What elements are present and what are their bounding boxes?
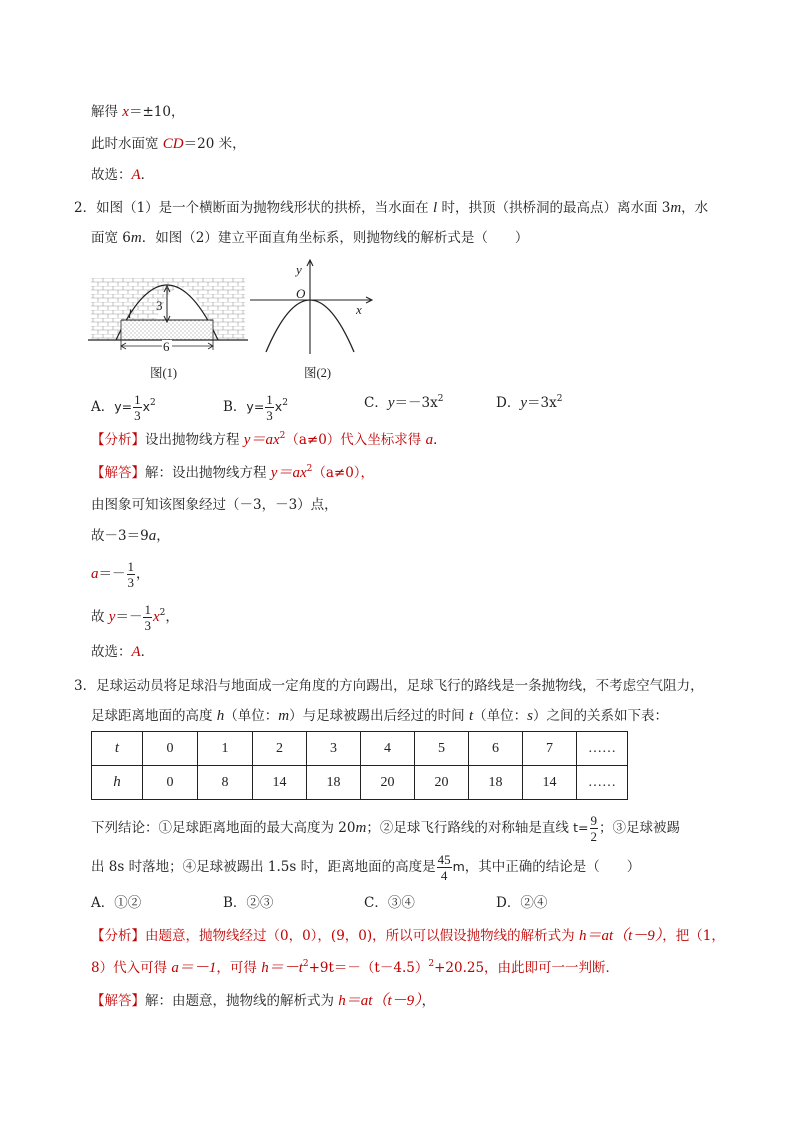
q2-stem-line2: 面宽 6m．如图（2）建立平面直角坐标系，则抛物线的解析式是（ ）	[91, 230, 529, 246]
q3-option-b: B．②③	[223, 895, 274, 911]
q2-number: 2．	[74, 200, 97, 216]
q3-solution-line1: 【解答】解：由题意，抛物线的解析式为 h＝at（t－9），	[91, 993, 436, 1009]
water-label: l	[128, 306, 132, 321]
table-cell: 5	[415, 732, 469, 766]
table-cell: 2	[253, 732, 307, 766]
q2-solution-line1: 【解答】解：设出抛物线方程 $y=ax^2(a\ne 0)$，	[91, 464, 375, 481]
q2-option-d: D．$y=3x^2$	[496, 394, 563, 411]
q3-option-c: C．③④	[364, 895, 415, 911]
q3-number: 3．	[74, 678, 97, 694]
solution-tag: 【解答】	[91, 465, 145, 481]
fraction: $\frac{1}{3}$	[266, 392, 273, 423]
table-cell: 4	[361, 732, 415, 766]
origin-label: O	[296, 286, 306, 301]
table-cell: 1	[198, 732, 253, 766]
y-axis-label: y	[296, 262, 302, 277]
q2-solution-line3: 故－3＝9a，	[91, 528, 170, 544]
table-cell: 20	[361, 766, 415, 800]
table-row	[92, 732, 628, 766]
table-cell: 18	[469, 766, 523, 800]
q2-solution-line5: 故 y＝－ $\frac{1}{3}$ $x^2$，	[91, 602, 179, 633]
table-cell: ……	[577, 766, 628, 800]
q2-option-a: A．y= $\frac{1}{3}$ $x^2$	[91, 392, 156, 423]
table-cell: 7	[523, 732, 577, 766]
figure2-caption: 图(2)	[304, 366, 332, 380]
figure1-caption: 图(1)	[150, 366, 178, 380]
q2-stem-line1: 2．如图（1）是一个横断面为抛物线形状的拱桥，当水面在 l 时，拱顶（拱桥洞的最高点）离水面 3m，水	[74, 200, 709, 216]
table-cell: 14	[253, 766, 307, 800]
x-axis-label: x	[356, 302, 362, 317]
solution-tag: 【解答】	[91, 993, 145, 1009]
parabola-graph	[248, 258, 378, 356]
table-cell: 0	[143, 732, 198, 766]
q2-solution-line2: 由图象可知该图象经过（－3，－3）点，	[91, 497, 338, 513]
q3-analysis-line2: 8）代入可得 a＝－1，可得 $h=-t^2+9t=-(t-4.5)^2+20.25$，由此即可一一判断．	[91, 959, 620, 976]
q3-option-d: D．②④	[496, 895, 548, 911]
q2-option-c: C．$y=-3x^2$	[364, 394, 444, 411]
table-cell: 8	[198, 766, 253, 800]
analysis-tag: 【分析】	[91, 928, 145, 944]
bridge-figure	[88, 270, 248, 355]
q2-option-b: B．y= $\frac{1}{3}$ $x^2$	[223, 392, 288, 423]
q2-solution-line4: a＝－ $\frac{1}{3}$ ，	[91, 559, 150, 590]
table-cell: 0	[143, 766, 198, 800]
prev-width-line: 此时水面宽 CD＝20 米，	[91, 136, 246, 152]
time-height-table	[91, 731, 628, 800]
q2-answer-line: 故选：A．	[91, 644, 155, 660]
q3-option-a: A．①②	[91, 895, 142, 911]
q3-analysis-line1: 【分析】由题意，抛物线经过（0，0），(9，0)，所以可以假设抛物线的解析式为 h＝at（t－9），把（1，	[91, 928, 725, 944]
table-cell: 3	[307, 732, 361, 766]
q3-stem-line2: 足球距离地面的高度 h（单位：m）与足球被踢出后经过的时间 t（单位：s）之间的关系如下表：	[91, 708, 668, 724]
table-cell: 6	[469, 732, 523, 766]
q3-conclusion-line2: 出 8s 时落地；④足球被踢出 1.5s 时，距离地面的高度是 $\frac{45}{4}$ m，其中正确的结论是（ ）	[91, 852, 641, 883]
table-row	[92, 766, 628, 800]
table-cell: 18	[307, 766, 361, 800]
fraction: $\frac{9}{2}$	[590, 813, 597, 844]
fraction: $\frac{1}{3}$	[127, 559, 134, 590]
q2-analysis: 【分析】设出抛物线方程 $y=ax^2(a\ne 0)$代入坐标求得 a．	[91, 431, 447, 448]
table-cell: 20	[415, 766, 469, 800]
q3-conclusion-line1: 下列结论：①足球距离地面的最大高度为 20m；②足球飞行路线的对称轴是直线 t= $\frac{9}{2}$ ；③足球被踢	[91, 813, 680, 844]
width-label: 6	[163, 339, 170, 354]
fraction: $\frac{1}{3}$	[144, 602, 151, 633]
height-label: 3	[156, 298, 163, 313]
prev-solve-line: 解得 x＝±10，	[91, 104, 185, 120]
fraction: $\frac{1}{3}$	[134, 392, 141, 423]
prev-answer-line: 故选：A．	[91, 167, 155, 183]
table-cell: 14	[523, 766, 577, 800]
q3-stem-line1: 3．足球运动员将足球沿与地面成一定角度的方向踢出，足球飞行的路线是一条抛物线，不考虑空气阻力，	[74, 678, 704, 694]
table-cell: h	[92, 766, 143, 800]
table-cell: ……	[577, 732, 628, 766]
fraction: $\frac{45}{4}$	[437, 852, 451, 883]
table-cell: t	[92, 732, 143, 766]
analysis-tag: 【分析】	[91, 432, 145, 448]
